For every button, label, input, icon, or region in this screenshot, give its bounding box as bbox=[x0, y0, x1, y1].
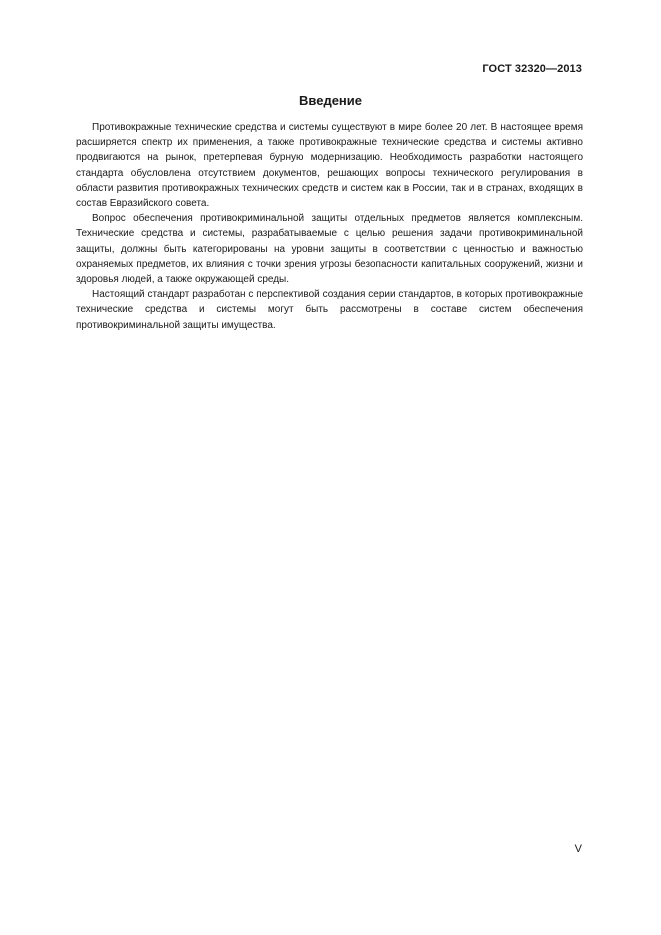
section-title: Введение bbox=[299, 93, 362, 108]
paragraph: Настоящий стандарт разработан с перспективой создания серии стандартов, в которых противокражные технические средства и системы могут быть рассмотрены в составе систем обеспечения противокриминальной защиты имущества. bbox=[76, 289, 583, 331]
document-code: ГОСТ 32320—2013 bbox=[482, 63, 582, 75]
paragraph: Вопрос обеспечения противокриминальной защиты отдельных предметов является комплексным. Технические средства и системы, разрабатываемые с целью решения задачи противокриминальной защиты, должны быть категорированы на уровни защиты в соответствии с ценностью и важностью охраняемых предметов, их влияния с точки зрения угрозы безопасности капитальных сооружений, жизни и здоровья людей, а также окружающей среды. bbox=[76, 213, 583, 286]
paragraph: Противокражные технические средства и системы существуют в мире более 20 лет. В настоящее время расширяется спектр их применения, а также противокражные технические средства и системы активно продвигаются на рынок, претерпевая бурную модернизацию. Необходимость разработки настоящего стандарта обусловлена отсутствием документов, решающих вопросы технического регулирования в области развития противокражных технических средств и систем как в России, так и в странах, входящих в состав Евразийского совета. bbox=[76, 122, 583, 210]
page-number: V bbox=[574, 843, 582, 855]
section-body bbox=[76, 120, 583, 333]
